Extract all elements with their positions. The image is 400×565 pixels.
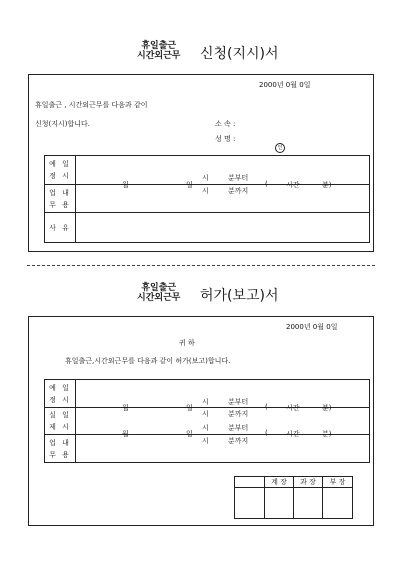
form2-row-work-label: 업 내 무 용 [45, 435, 76, 463]
form2-day: 일 [186, 403, 193, 412]
form1-title-suffix: 신청(지시)서 [200, 46, 279, 62]
approval-sign-row [235, 488, 353, 519]
form2-row-actual-label: 실 일 제 시 [45, 408, 76, 435]
form1-title-line1: 휴일출근 [141, 41, 177, 51]
form1-day: 일 [186, 181, 193, 189]
form2-minutes: 분) [322, 403, 332, 412]
form1-minutes: 분) [322, 181, 332, 189]
form2-actual-hours: 시간 [286, 430, 300, 438]
form2-addressee: 귀 하 [179, 339, 195, 347]
form1-hour-b: 시 [202, 187, 209, 195]
form2-from: 분부터 [228, 397, 249, 406]
form2-actual-from: 분부터 [228, 424, 249, 432]
approval-label-director: 부 장 [323, 477, 353, 488]
form1-title-stack [137, 41, 180, 61]
form2-actual-day: 일 [186, 430, 193, 438]
form1-row-schedule [45, 156, 370, 185]
approval-blank-cell [235, 477, 265, 488]
form2-paren-open: ( [265, 402, 268, 411]
form2-title-line1: 휴일출근 [141, 283, 177, 293]
form2-actual-month: 월 [122, 430, 129, 438]
form2-body-line: 휴일출근,시간외근무를 다음과 같이 허가(보고)합니다. [65, 357, 231, 365]
approval-label-manager: 계 장 [265, 477, 294, 488]
form1-paren-open: ( [265, 180, 268, 188]
approval-sign-section-chief[interactable] [294, 488, 323, 519]
form1-body-line2: 신청(지시)합니다. [35, 120, 91, 128]
form2-row-schedule-label: 예 일 정 시 [45, 380, 76, 408]
form2-actual-paren-open: ( [265, 429, 268, 437]
form2-title-line2: 시간외근무 [137, 293, 181, 303]
form1-table [44, 155, 370, 243]
approval-header-row [235, 477, 353, 488]
form1-seal-mark[interactable]: 인 [275, 134, 285, 153]
form1-reason-field[interactable] [76, 213, 370, 243]
form1-date[interactable]: 2000년 0월 0일 [259, 81, 311, 89]
form1-row-reason [45, 213, 370, 243]
form1-affiliation-label: 소 속 : [215, 120, 236, 128]
approval-label-section-chief: 과 장 [294, 477, 323, 488]
form1-title-line2: 시간외근무 [137, 51, 181, 61]
approval-sign-blank [235, 488, 265, 519]
form1-name-label: 성 명 : [215, 135, 236, 143]
form1-from: 분부터 [228, 174, 249, 182]
form1-body-line1: 휴일출근 , 시간외근무를 다음과 같이 [35, 101, 148, 109]
form2-hours: 시간 [286, 403, 300, 412]
form1-month: 월 [122, 181, 129, 189]
form1-hours: 시간 [286, 181, 300, 189]
form2-actual-hour-a: 시 [202, 424, 209, 432]
form1-schedule-cell[interactable] [76, 156, 370, 195]
form2-actual-minutes: 분) [322, 430, 332, 438]
form2-title-stack [137, 283, 180, 303]
approval-table [234, 476, 353, 519]
form2-box [28, 316, 374, 526]
form2-hour-a: 시 [202, 397, 209, 406]
form1-row-schedule-label: 예 일 정 시 [45, 156, 76, 185]
approval-sign-director[interactable] [323, 488, 353, 519]
form1-hour-a: 시 [202, 174, 209, 182]
form2-actual-hour-b: 시 [202, 437, 209, 445]
form2-actual-to: 분까지 [228, 437, 249, 445]
form2-to: 분까지 [228, 409, 249, 418]
form2-month: 월 [122, 403, 129, 412]
form1-to: 분까지 [228, 187, 249, 195]
form2-hour-b: 시 [202, 409, 209, 418]
form1-row-reason-label: 사 유 [45, 213, 76, 243]
form2-date[interactable]: 2000년 0월 0일 [286, 323, 338, 331]
form2-title-suffix: 허가(보고)서 [200, 288, 279, 304]
form1-box [28, 74, 374, 252]
form2-schedule-cell[interactable] [76, 380, 370, 418]
cut-line [27, 265, 375, 266]
form1-row-work-label: 업 내 무 용 [45, 185, 76, 213]
form2-table [44, 379, 370, 463]
form2-row-schedule [45, 380, 370, 408]
approval-sign-manager[interactable] [265, 488, 294, 519]
